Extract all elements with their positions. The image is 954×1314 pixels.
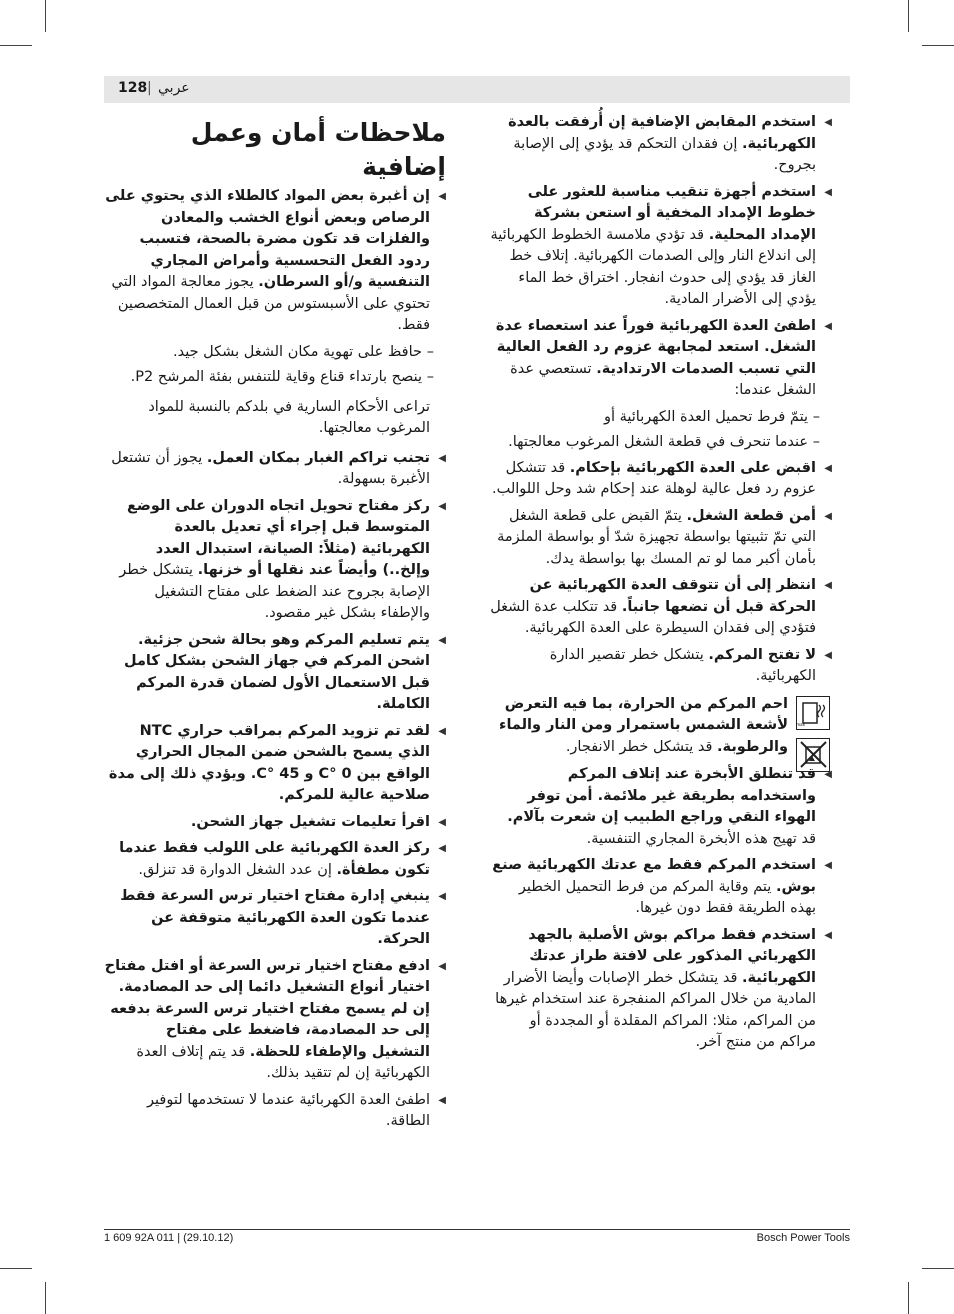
svg-text:max: max [796,721,805,727]
list-item: ◀ ادفع مفتاح اختيار ترس السرعة أو افتل مفتاح اختيار أنواع التشغيل دائما إلى حد المصادمة. إن لم يسمح مفتاح اختيار ترس السرعة بدفعه إلى حد المصادمة، فاضغط على مفتاح التشغيل والإطفاء للحظة. قد يتم إتلاف العدة الكهربائية إن لم تتقيد بذلك. [104,956,446,1085]
section-title: ملاحظات أمان وعمل إضافية [190,118,446,181]
list-item: ◀ اطفئ العدة الكهربائية فوراً عند استعصاء عدة الشغل. استعد لمجابهة عزوم رد الفعل العالية التي تسبب الصدمات الارتدادية. تستعصي عدة الشغل عندما: [490,316,832,402]
list-item: ◀ انتظر إلى أن تتوقف العدة الكهربائية عن الحركة قبل أن تضعها جانباً. قد تتكلب عدة الشغل فتؤدي إلى فقدان السيطرة على العدة الكهربائية. [490,575,832,640]
list-item: ◀ ينبغي إدارة مفتاح اختيار ترس السرعة فقط عندما تكون العدة الكهربائية متوقفة عن الحركة. [104,886,446,951]
crop-mark [0,45,32,46]
crop-mark [922,45,954,46]
warning-symbol-block: max احم المركم من الحرارة، بما فيه التعرض لأشعة الشمس باستمرار ومن النار والماء والرطوبة. قد يتشكل خطر الانفجار. [490,694,832,759]
list-item: ◀ أمن قطعة الشغل. يتمّ القبض على قطعة الشغل التي تمّ تثبيتها بواسطة تجهيزة شدّ أو بواسطة الملزمة بأمان أكبر مما لو تم المسك بها بواسطة يدك. [490,506,832,571]
right-column [490,112,832,1059]
list-item: ◀ قد تنطلق الأبخرة عند إتلاف المركم واستخدامه بطريقة غير ملائمة. أمن توفر الهواء النقي وراجع الطبيب إن شعرت بآلام. قد تهيج هذه الأبخرة المجاري التنفسية. [490,764,832,850]
list-item: ◀ استخدم المركم فقط مع عدتك الكهربائية صنع بوش. يتم وقاية المركم من فرط التحميل الخطير بهذه الطريقة فقط دون غيرها. [490,855,832,920]
page-number: 128 [118,80,148,96]
header-separator: | [147,80,152,96]
header-language: عربي [158,80,190,96]
list-item: ◀ استخدم فقط مراكم بوش الأصلية بالجهد الكهربائي المذكور على لافتة طراز عدتك الكهربائية. قد يتشكل خطر الإصابات وأيضا الأضرار المادية من خلال المراكم المنفجرة عند استخدام غيرها من المراكم، مثلا: المراكم المقلدة أو المجددة أو مراكم من منتج آخر. [490,925,832,1054]
list-item: ◀ استخدم المقابض الإضافية إن أُرفقت بالعدة الكهربائية. إن فقدان التحكم قد يؤدي إلى الإصابة بجروح. [490,112,832,177]
list-item: ◀ لا تفتح المركم. يتشكل خطر تقصير الدارة الكهربائية. [490,645,832,688]
sub-item: – حافظ على تهوية مكان الشغل بشكل جيد. [104,342,446,364]
header-bar [104,76,850,103]
crop-mark [908,0,909,32]
heat-protection-icon [796,696,830,730]
list-item: ◀ لقد تم تزويد المركم بمراقب حراري NTC الذي يسمح بالشحن ضمن المجال الحراري الواقع بين 0 °C و 45 °C. ويؤدي ذلك إلى مدة صلاحية عالية للمركم. [104,721,446,807]
sub-item: – يتمّ فرط تحميل العدة الكهربائية أو [490,407,832,429]
list-item: ◀ ركز مفتاح تحويل اتجاه الدوران على الوضع المتوسط قبل إجراء أي تعديل بالعدة الكهربائية (مثلاً: الصيانة، استبدال العدد وإلخ..) وأيضاً عند نقلها أو خزنها. يتشكل خطر الإصابة بجروح عند الضغط على مفتاح التشغيل والإطفاء بشكل غير مقصود. [104,496,446,625]
footer-rule [104,1229,850,1230]
list-item: ◀ اقرأ تعليمات تشغيل جهاز الشحن. [104,812,446,834]
note-text: تراعى الأحكام السارية في بلدكم بالنسبة للمواد المرغوب معالجتها. [148,398,430,436]
crop-mark [0,1268,32,1269]
crop-mark [908,1282,909,1314]
crop-mark [45,0,46,32]
list-item: ◀ يتم تسليم المركم وهو بحالة شحن جزئية. اشحن المركم في جهاز الشحن بشكل كامل قبل الاستعمال الأول لضمان قدرة المركم الكاملة. [104,630,446,716]
footer-brand: Bosch Power Tools [756,1232,850,1244]
list-item: ◀ اطفئ العدة الكهربائية عندما لا تستخدمها لتوفير الطاقة. [104,1090,446,1133]
list-item: ◀ تجنب تراكم الغبار بمكان العمل. يجوز أن تشتعل الأغبرة بسهولة. [104,448,446,491]
list-item: ◀ استخدم أجهزة تنقيب مناسبة للعثور على خطوط الإمداد المخفية أو استعن بشركة الإمداد المحلية. قد تؤدي ملامسة الخطوط الكهربائية إلى اندلاع النار وإلى الصدمات الكهربائية. إتلاف خط الغاز قد يؤدي إلى حدوث انفجار. اختراق خط الماء يؤدي إلى الأضرار المادية. [490,182,832,311]
sub-item: – عندما تنحرف في قطعة الشغل المرغوب معالجتها. [490,432,832,454]
list-item: ◀ اقبض على العدة الكهربائية بإحكام. قد تتشكل عزوم رد فعل عالية لوهلة عند إحكام شد وحل اللوالب. [490,458,832,501]
crop-mark [45,1282,46,1314]
crop-mark [922,1268,954,1269]
list-item: ◀ ركز العدة الكهربائية على اللولب فقط عندما تكون مطفأة. إن عدد الشغل الدوارة قد تنزلق. [104,838,446,881]
sub-item: – ينصح بارتداء قناع وقاية للتنفس بفئة المرشح P2. [104,367,446,389]
footer-doc-number: 1 609 92A 011 | (29.10.12) [104,1232,234,1244]
list-item: ◀ إن أغبرة بعض المواد كالطلاء الذي يحتوي على الرصاص وبعض أنواع الخشب والمعادن والفلزات قد تكون مضرة بالصحة، فتسبب ردود الفعل التحسسية وأمراض المجاري التنفسية و/أو السرطان. يجوز معالجة المواد التي تحتوي على الأسبستوس من قبل العمال المتخصصين فقط. [104,186,446,337]
left-column [104,116,446,1138]
